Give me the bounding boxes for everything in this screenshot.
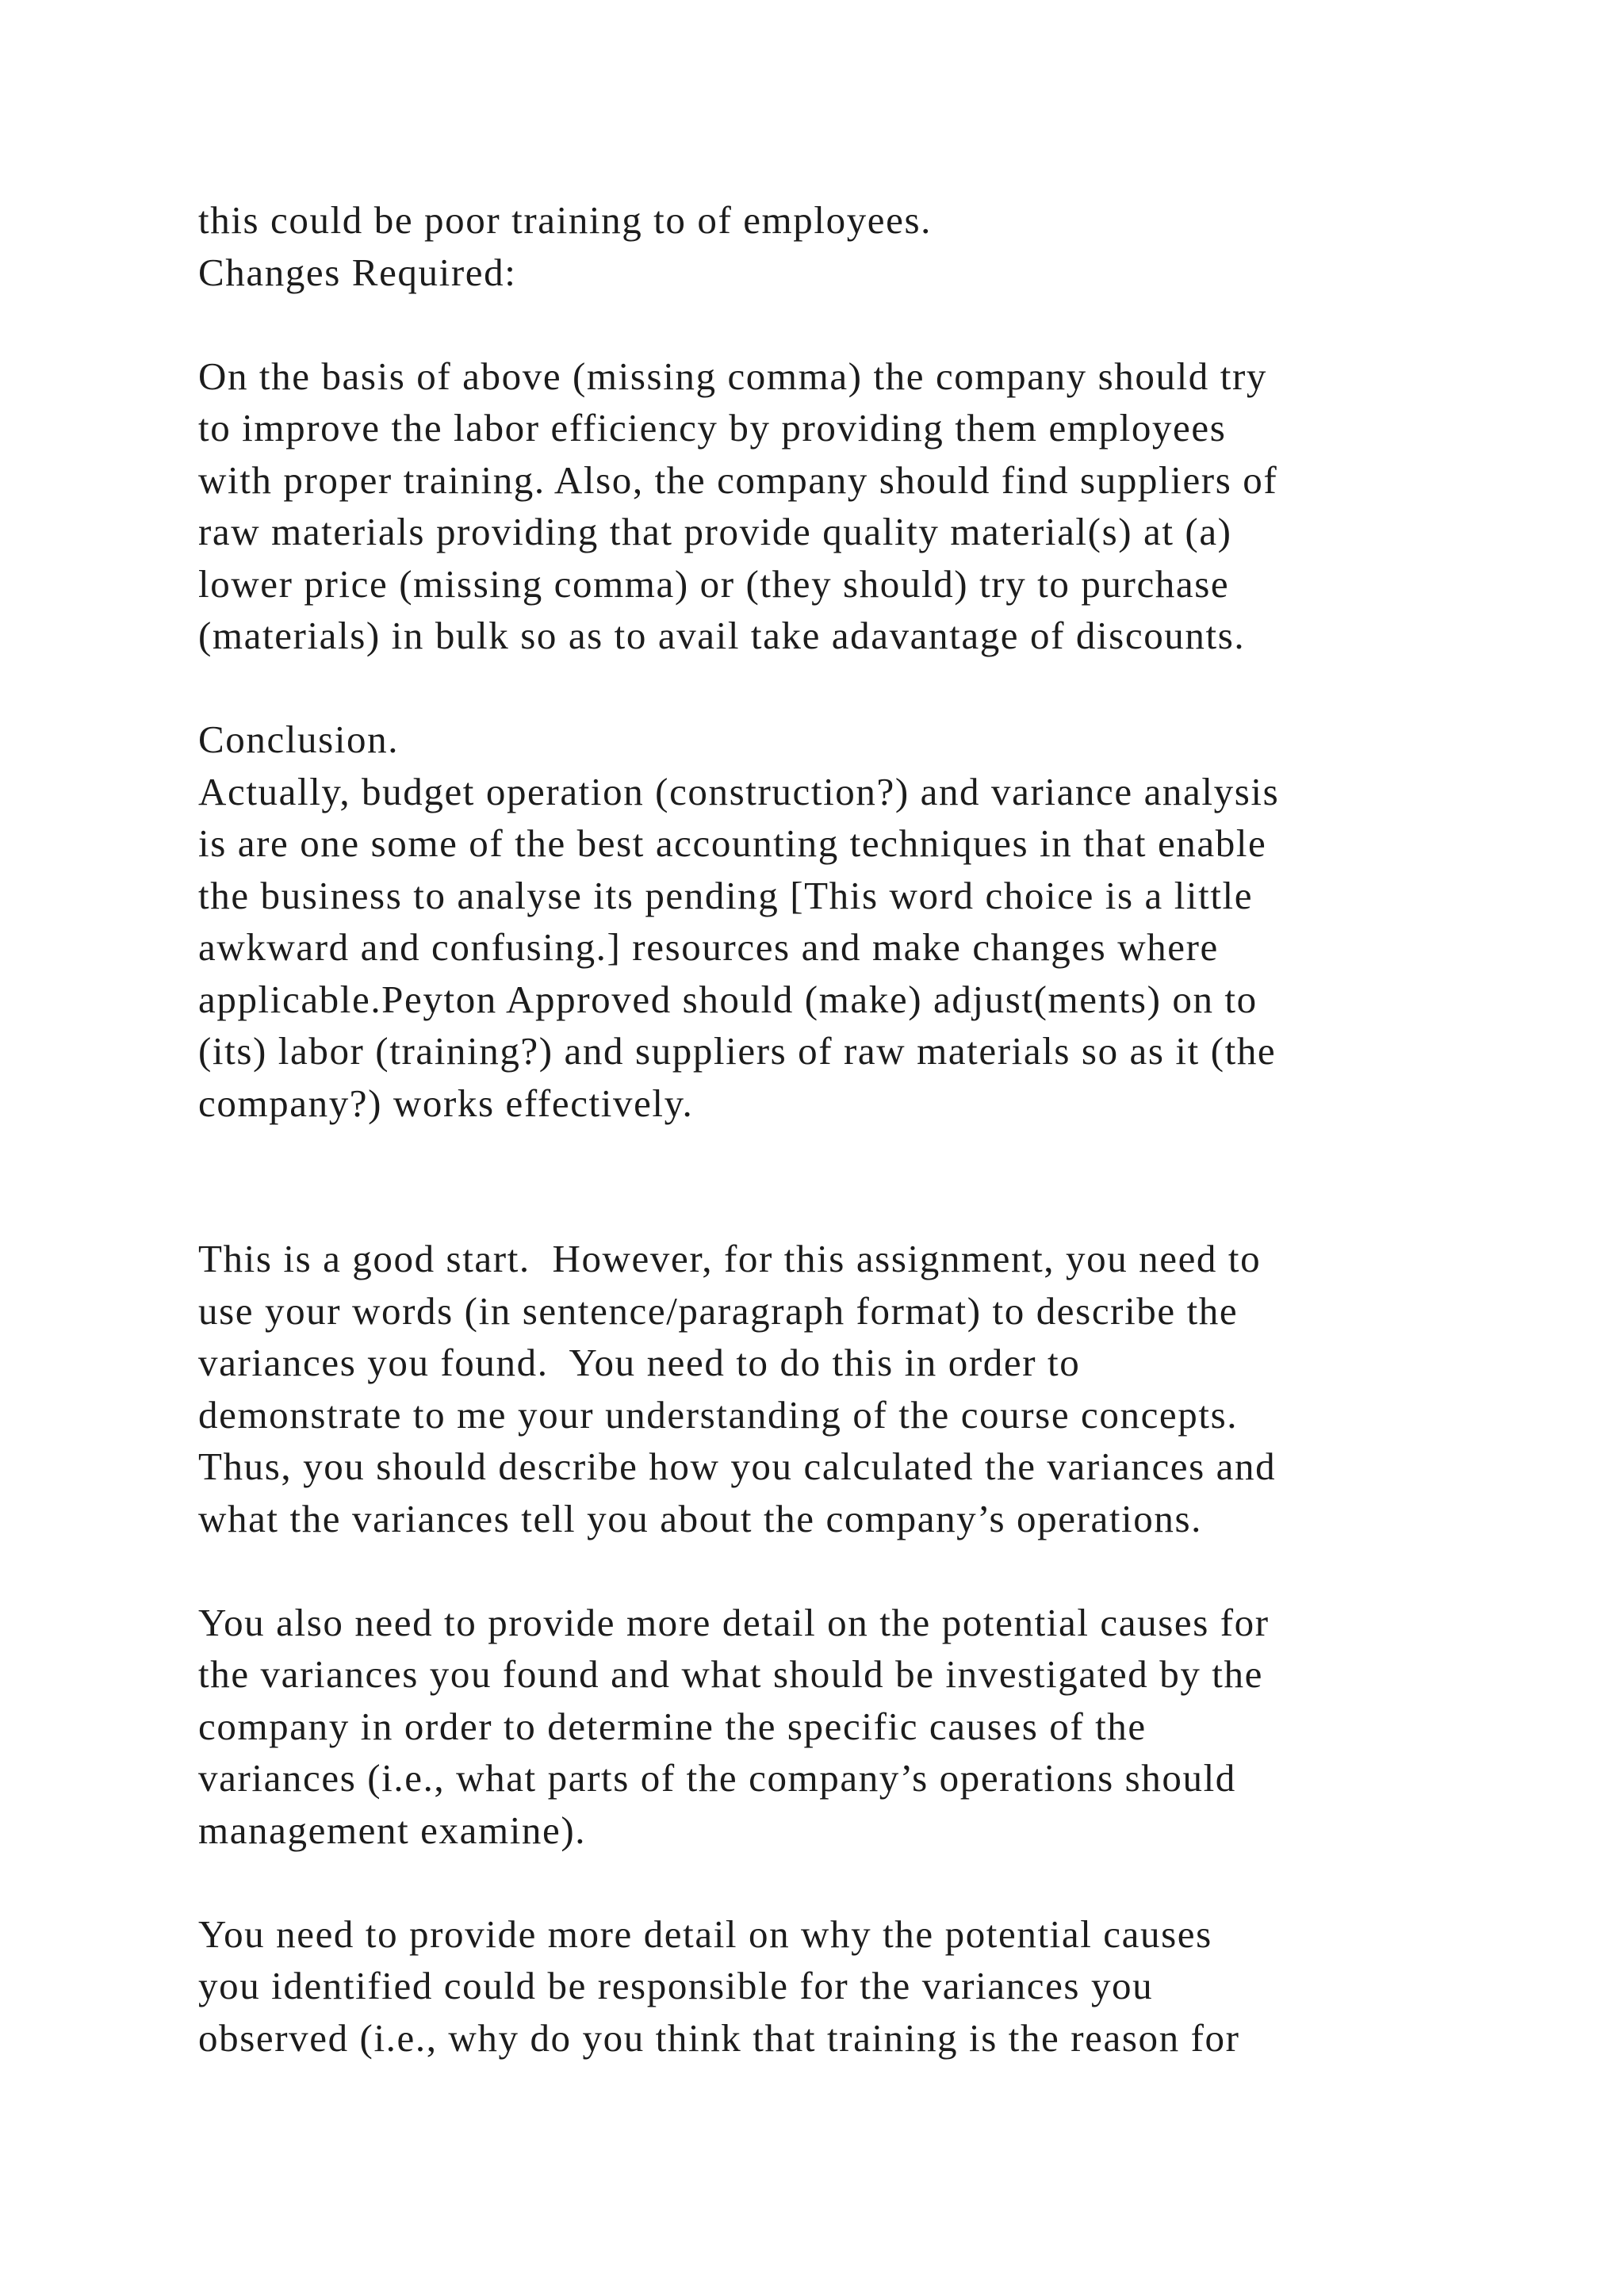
section-heading-changes-required: Changes Required: xyxy=(198,250,517,294)
text-line: raw materials providing that provide quality material(s) at (a) xyxy=(198,510,1232,553)
blank-line xyxy=(198,1129,1546,1181)
feedback-line: variances you found. You need to do this in order to xyxy=(198,1341,1081,1384)
feedback-line: This is a good start. However, for this assignment, you need to xyxy=(198,1237,1262,1280)
feedback-line: use your words (in sentence/paragraph format) to describe the xyxy=(198,1288,1239,1333)
feedback-line: You need to provide more detail on why the potential causes xyxy=(198,1911,1212,1956)
feedback-line: you identified could be responsible for the variances you xyxy=(198,1964,1154,2007)
section-heading-conclusion: Conclusion. xyxy=(198,718,400,761)
text-line: the business to analyse its pending [This word choice is a little xyxy=(198,873,1254,917)
blank-line xyxy=(198,298,1546,350)
text-line: Actually, budget operation (construction?) and variance analysis xyxy=(198,769,1280,813)
blank-line xyxy=(198,1856,1546,1908)
feedback-line: Thus, you should describe how you calculated the variances and xyxy=(198,1445,1277,1488)
text-line: company?) works effectively. xyxy=(198,1081,694,1125)
feedback-line: the variances you found and what should be investigated by the xyxy=(198,1652,1263,1696)
text-line: is are one some of the best accounting techniques in that enable xyxy=(198,821,1267,865)
text-line: with proper training. Also, the company should find suppliers of xyxy=(198,457,1278,502)
text-line: (materials) in bulk so as to avail take adavantage of discounts. xyxy=(198,614,1246,657)
text-line: lower price (missing comma) or (they should) try to purchase xyxy=(198,561,1230,606)
feedback-line: demonstrate to me your understanding of the course concepts. xyxy=(198,1392,1239,1437)
feedback-line: what the variances tell you about the company’s operations. xyxy=(198,1496,1202,1540)
text-line: On the basis of above (missing comma) the company should try xyxy=(198,354,1267,398)
feedback-line: observed (i.e., why do you think that training is the reason for xyxy=(198,2015,1240,2060)
text-line: to improve the labor efficiency by providing them employees xyxy=(198,406,1227,450)
text-line: applicable.Peyton Approved should (make) adjust(ments) on to xyxy=(198,977,1258,1021)
feedback-line: You also need to provide more detail on the potential causes for xyxy=(198,1600,1270,1644)
text-line: this could be poor training to of employees. xyxy=(198,198,933,242)
feedback-line: management examine). xyxy=(198,1808,587,1852)
text-line: awkward and confusing.] resources and make changes where xyxy=(198,925,1219,969)
text-line: (its) labor (training?) and suppliers of raw materials so as it (the xyxy=(198,1029,1277,1073)
blank-line xyxy=(198,1181,1546,1234)
document-body xyxy=(198,194,1546,2064)
feedback-line: company in order to determine the specific causes of the xyxy=(198,1704,1147,1748)
feedback-line: variances (i.e., what parts of the company’s operations should xyxy=(198,1756,1236,1800)
blank-line xyxy=(198,662,1546,714)
blank-line xyxy=(198,1544,1546,1597)
